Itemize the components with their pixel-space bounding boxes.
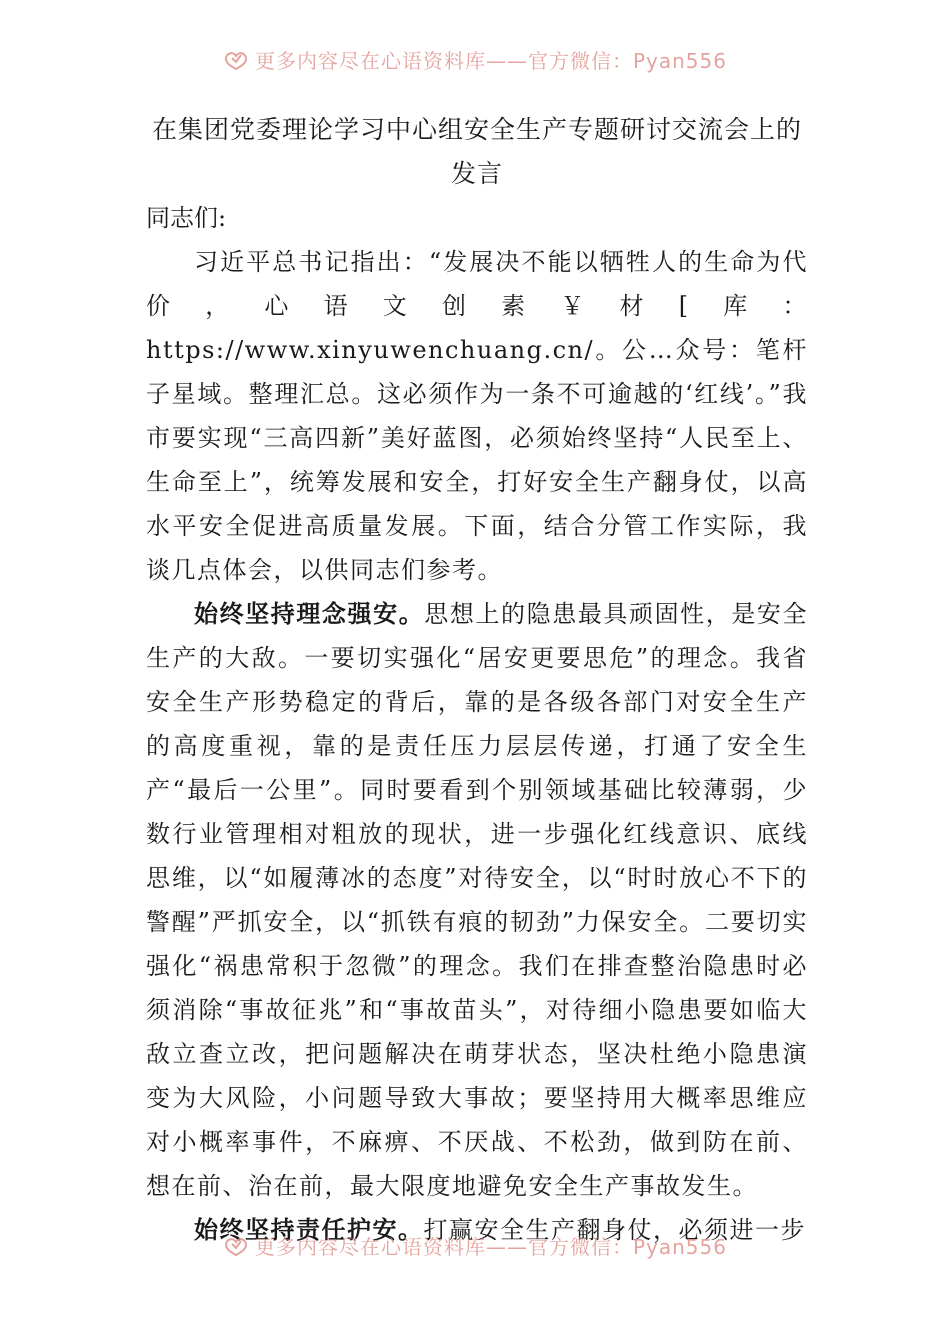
title-line-1: 在集团党委理论学习中心组安全生产专题研讨交流会上的 [151, 115, 802, 144]
section-heading: 始终坚持理念强安。 [194, 599, 425, 628]
paragraph-text: 习近平总书记指出：“发展决不能以牺牲人的生命为代价，心语文创素￥材[库：https://www.xinyuwenchuang.cn/。公…众号：笔杆子星域。整理汇总。这必须作为一条不可逾越的‘红线’。”我市要实现“三高四新”美好蓝图，必须始终坚持“人民至上、生命至上”，统筹发展和安全，打好安全生产翻身仗，以高水平安全促进高质量发展。下面，结合分管工作实际，我谈几点体会，以供同志们参考。 [146, 248, 808, 584]
title-line-2: 发言 [450, 159, 503, 188]
salutation: 同志们: [146, 204, 227, 232]
footer-watermark [0, 1228, 950, 1262]
watermark-text: 更多内容尽在心语资料库——官方微信：Pyan556 [254, 1234, 727, 1259]
paragraph-intro [146, 240, 808, 592]
watermark-text: 更多内容尽在心语资料库——官方微信：Pyan556 [254, 48, 727, 73]
document-page [146, 108, 808, 1252]
brand-logo-icon [223, 48, 249, 70]
document-title [146, 108, 808, 196]
section-heading: 始终坚持责任护安。 [194, 1215, 424, 1244]
header-watermark [0, 42, 950, 76]
paragraph-section-1 [146, 592, 808, 1208]
paragraph-text: 打赢安全生产翻身仗，必须进一步 [423, 1216, 806, 1244]
paragraph-text: 思想上的隐患最具顽固性，是安全生产的大敌。一要切实强化“居安更要思危”的理念。我省安全生产形势稳定的背后，靠的是各级各部门对安全生产的高度重视，靠的是责任压力层层传递，打通了安全生产“最后一公里”。同时要看到个别领域基础比较薄弱，少数行业管理相对粗放的现状，进一步强化红线意识、底线思维，以“如履薄冰的态度”对待安全，以“时时放心不下的警醒”严抓安全，以“抓铁有痕的韧劲”力保安全。二要切实强化“祸患常积于忽微”的理念。我们在排查整治隐患时必须消除“事故征兆”和“事故苗头”，对待细小隐患要如临大敌立查立改，把问题解决在萌芽状态，坚决杜绝小隐患演变为大风险，小问题导致大事故；要坚持用大概率思维应对小概率事件，不麻痹、不厌战、不松劲，做到防在前、想在前、治在前，最大限度地避免安全生产事故发生。 [146, 600, 809, 1200]
brand-logo-icon [223, 1234, 249, 1256]
